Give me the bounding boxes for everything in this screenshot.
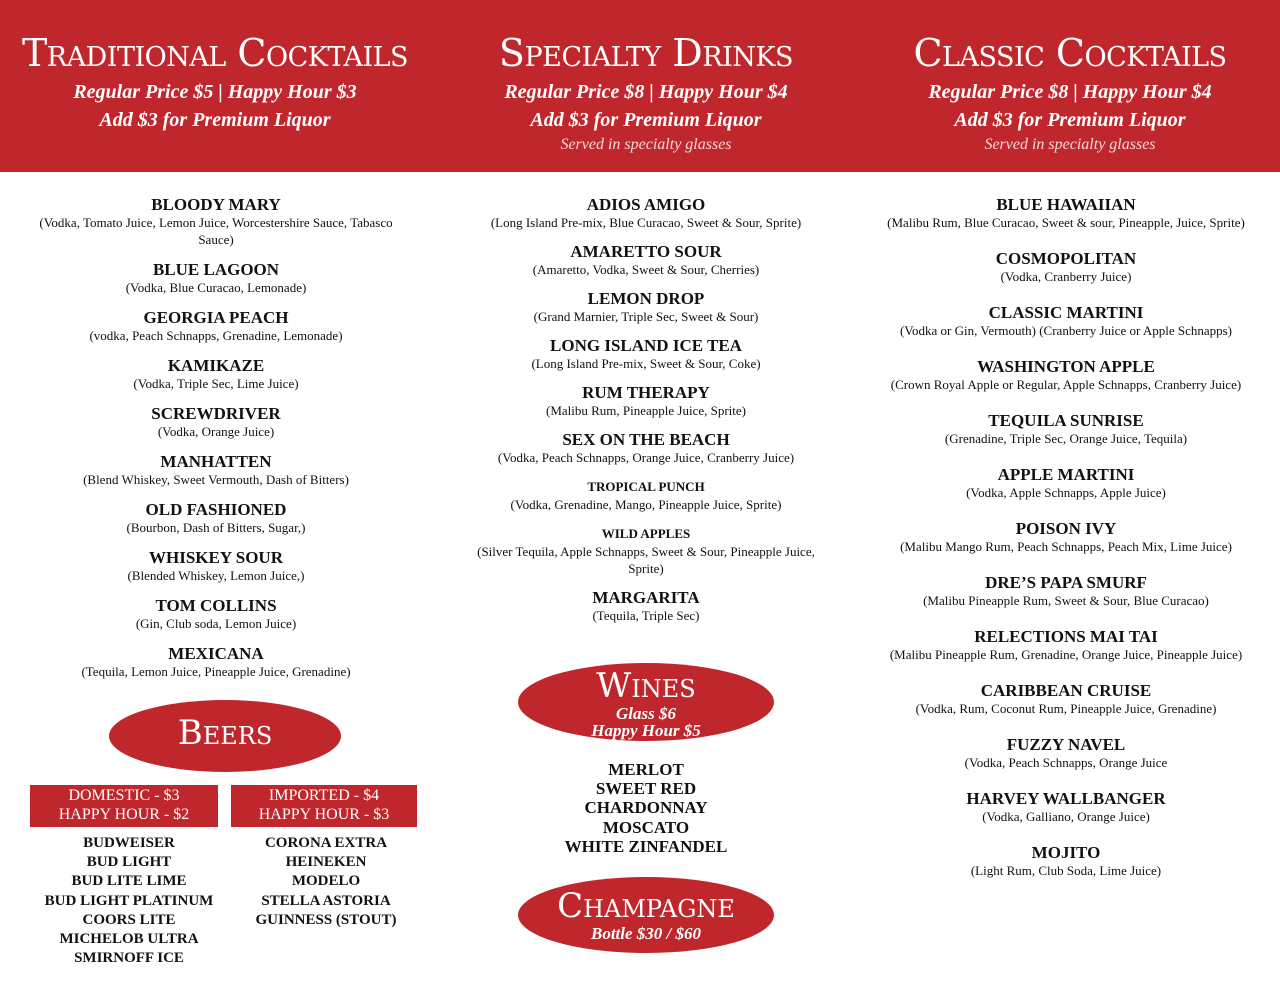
imported-happy-hour: HAPPY HOUR - $3 xyxy=(258,806,390,823)
domestic-happy-hour: HAPPY HOUR - $2 xyxy=(58,806,190,823)
drink-item xyxy=(446,337,846,372)
drink-item xyxy=(866,736,1266,771)
drink-ingredients: (Gin, Club soda, Lemon Juice) xyxy=(135,616,297,631)
list-item: SWEET RED xyxy=(595,779,697,799)
imported-beer-list xyxy=(221,834,431,930)
drink-name: CLASSIC MARTINI xyxy=(988,303,1144,322)
drink-ingredients: (Malibu Rum, Pineapple Juice, Sprite) xyxy=(545,403,747,418)
drink-name: MANHATTEN xyxy=(160,452,272,471)
drink-item xyxy=(446,243,846,278)
drink-name: MOJITO xyxy=(1031,843,1101,862)
drink-name: TEQUILA SUNRISE xyxy=(988,411,1144,430)
drink-name: BLUE HAWAIIAN xyxy=(996,195,1136,214)
drink-ingredients: (Malibu Pineapple Rum, Grenadine, Orange Juice, Pineapple Juice) xyxy=(889,647,1243,662)
drink-item xyxy=(866,412,1266,447)
drink-ingredients: (Malibu Pineapple Rum, Sweet & Sour, Blue Curacao) xyxy=(923,593,1209,608)
domestic-beer-list xyxy=(24,834,234,968)
drink-name: WHISKEY SOUR xyxy=(149,548,283,567)
list-item: GUINNESS (STOUT) xyxy=(255,911,397,928)
classic-note: Served in specialty glasses xyxy=(984,136,1156,153)
drink-item xyxy=(446,290,846,325)
traditional-list xyxy=(16,196,416,693)
drink-ingredients: (Vodka, Rum, Coconut Rum, Pineapple Juice, Grenadine) xyxy=(915,701,1217,716)
header-traditional xyxy=(5,28,425,134)
drink-ingredients: (Light Rum, Club Soda, Lime Juice) xyxy=(970,863,1162,878)
drink-name: LONG ISLAND ICE TEA xyxy=(550,336,742,355)
specialty-price: Regular Price $8 | Happy Hour $4 xyxy=(504,81,788,103)
drink-name: WILD APPLES xyxy=(601,526,691,541)
champagne-price: Bottle $30 / $60 xyxy=(590,924,702,943)
drink-item xyxy=(16,597,416,632)
wines-happy-hour: Happy Hour $5 xyxy=(591,721,701,740)
drink-name: FUZZY NAVEL xyxy=(1006,735,1126,754)
drink-item xyxy=(16,357,416,392)
drink-name: BLUE LAGOON xyxy=(152,260,280,279)
drink-ingredients: (Long Island Pre-mix, Sweet & Sour, Coke) xyxy=(531,356,761,371)
drink-ingredients: (Vodka, Galliano, Orange Juice) xyxy=(982,809,1150,824)
wines-title: Wines xyxy=(596,666,696,706)
list-item: MERLOT xyxy=(608,760,684,779)
wines-glass-price: Glass $6 xyxy=(616,704,676,723)
wines-badge xyxy=(518,663,774,741)
classic-price: Regular Price $8 | Happy Hour $4 xyxy=(928,81,1212,103)
drink-ingredients: (Malibu Mango Rum, Peach Schnapps, Peach Mix, Lime Juice) xyxy=(900,539,1232,554)
drink-name: SEX ON THE BEACH xyxy=(562,430,730,449)
drink-ingredients: (Vodka, Blue Curacao, Lemonade) xyxy=(125,280,307,295)
drink-name: APPLE MARTINI xyxy=(997,465,1135,484)
drink-name: TOM COLLINS xyxy=(155,596,277,615)
drink-ingredients: (Blended Whiskey, Lemon Juice,) xyxy=(127,568,305,583)
list-item: SMIRNOFF ICE xyxy=(74,950,184,967)
specialty-title: Specialty Drinks xyxy=(498,31,794,75)
traditional-premium: Add $3 for Premium Liquor xyxy=(99,109,331,131)
drink-ingredients: (Long Island Pre-mix, Blue Curacao, Sweet & Sour, Sprite) xyxy=(490,215,802,230)
list-item: MICHELOB ULTRA xyxy=(59,931,199,948)
list-item: STELLA ASTORIA xyxy=(261,892,391,909)
header-specialty xyxy=(436,28,856,156)
drink-item xyxy=(446,478,846,513)
drink-item xyxy=(446,525,846,577)
traditional-title: Traditional Cocktails xyxy=(21,31,409,75)
beers-badge xyxy=(109,700,341,772)
drink-name: BLOODY MARY xyxy=(151,195,281,214)
drink-name: HARVEY WALLBANGER xyxy=(966,789,1166,808)
drink-ingredients: (Malibu Rum, Blue Curacao, Sweet & sour, Pineapple, Juice, Sprite) xyxy=(887,215,1245,230)
drink-ingredients: (Grenadine, Triple Sec, Orange Juice, Tequila) xyxy=(944,431,1188,446)
drink-item xyxy=(446,196,846,231)
drink-name: RUM THERAPY xyxy=(582,383,710,402)
drink-item xyxy=(16,405,416,440)
drink-item xyxy=(16,453,416,488)
drink-name: MARGARITA xyxy=(592,588,700,607)
list-item: BUDWEISER xyxy=(83,835,175,851)
drink-item xyxy=(866,358,1266,393)
drink-ingredients: (Vodka, Apple Schnapps, Apple Juice) xyxy=(966,485,1166,500)
drink-item xyxy=(866,304,1266,339)
drink-item xyxy=(446,384,846,419)
drink-name: ADIOS AMIGO xyxy=(586,195,706,214)
list-item: CORONA EXTRA xyxy=(264,835,388,851)
drink-ingredients: (Crown Royal Apple or Regular, Apple Schnapps, Cranberry Juice) xyxy=(890,377,1242,392)
list-item: BUD LITE LIME xyxy=(71,873,187,890)
list-item: COORS LITE xyxy=(82,911,176,928)
classic-premium: Add $3 for Premium Liquor xyxy=(954,109,1186,131)
list-item: BUD LIGHT xyxy=(86,854,172,871)
drink-name: DRE’S PAPA SMURF xyxy=(985,573,1147,592)
drink-ingredients: (Silver Tequila, Apple Schnapps, Sweet & Sour, Pineapple Juice, Sprite) xyxy=(477,544,815,576)
classic-list xyxy=(866,196,1266,898)
drink-item xyxy=(446,431,846,466)
header-classic xyxy=(860,28,1280,156)
drink-name: CARIBBEAN CRUISE xyxy=(980,681,1152,700)
drink-name: MEXICANA xyxy=(168,644,264,663)
drink-item xyxy=(16,261,416,296)
drink-name: GEORGIA PEACH xyxy=(143,308,289,327)
beers-title: Beers xyxy=(177,713,273,753)
drink-name: KAMIKAZE xyxy=(167,356,265,375)
drink-item xyxy=(866,466,1266,501)
champagne-badge xyxy=(518,877,774,953)
drink-ingredients: (Vodka, Triple Sec, Lime Juice) xyxy=(133,376,299,391)
drink-ingredients: (Tequila, Lemon Juice, Pineapple Juice, Grenadine) xyxy=(81,664,351,679)
classic-title: Classic Cocktails xyxy=(913,31,1227,75)
drink-ingredients: (Bourbon, Dash of Bitters, Sugar,) xyxy=(126,520,306,535)
drink-ingredients: (Vodka, Peach Schnapps, Orange Juice, Cranberry Juice) xyxy=(497,450,795,465)
drink-name: AMARETTO SOUR xyxy=(570,242,722,261)
list-item: WHITE ZINFANDEL xyxy=(564,836,728,856)
specialty-note: Served in specialty glasses xyxy=(560,136,732,153)
domestic-price-box xyxy=(30,785,218,827)
drink-item xyxy=(866,628,1266,663)
drink-name: SCREWDRIVER xyxy=(151,404,281,423)
list-item: BUD LIGHT PLATINUM xyxy=(44,892,214,909)
drink-name: OLD FASHIONED xyxy=(145,500,287,519)
drink-name: LEMON DROP xyxy=(587,289,705,308)
drink-ingredients: (Vodka, Grenadine, Mango, Pineapple Juice, Sprite) xyxy=(510,497,782,512)
drink-item xyxy=(16,549,416,584)
drink-ingredients: (Grand Marnier, Triple Sec, Sweet & Sour) xyxy=(533,309,759,324)
list-item: CHARDONNAY xyxy=(584,798,708,818)
drink-name: WASHINGTON APPLE xyxy=(977,357,1155,376)
drink-ingredients: (Vodka, Cranberry Juice) xyxy=(1000,269,1132,284)
list-item: MOSCATO xyxy=(602,817,690,837)
wine-list xyxy=(518,760,774,856)
header-banner xyxy=(0,0,1280,172)
specialty-list xyxy=(446,196,846,636)
drink-ingredients: (Vodka, Peach Schnapps, Orange Juice xyxy=(964,755,1168,770)
traditional-price: Regular Price $5 | Happy Hour $3 xyxy=(73,81,357,103)
drink-name: TROPICAL PUNCH xyxy=(587,479,705,494)
drink-ingredients: (Amaretto, Vodka, Sweet & Sour, Cherries) xyxy=(532,262,760,277)
drink-ingredients: (vodka, Peach Schnapps, Grenadine, Lemonade) xyxy=(89,328,343,343)
list-item: HEINEKEN xyxy=(285,854,367,871)
drink-ingredients: (Vodka or Gin, Vermouth) (Cranberry Juice or Apple Schnapps) xyxy=(899,323,1233,338)
drink-item xyxy=(866,196,1266,231)
drink-item xyxy=(446,589,846,624)
drink-ingredients: (Vodka, Orange Juice) xyxy=(157,424,275,439)
drink-ingredients: (Tequila, Triple Sec) xyxy=(592,608,700,623)
list-item: MODELO xyxy=(291,873,361,890)
drink-item xyxy=(16,309,416,344)
imported-price: IMPORTED - $4 xyxy=(268,787,380,804)
imported-price-box xyxy=(231,785,417,827)
domestic-price: DOMESTIC - $3 xyxy=(68,787,180,804)
drink-item xyxy=(866,682,1266,717)
drink-ingredients: (Blend Whiskey, Sweet Vermouth, Dash of Bitters) xyxy=(83,472,349,487)
drink-ingredients: (Vodka, Tomato Juice, Lemon Juice, Worcestershire Sauce, Tabasco Sauce) xyxy=(39,215,393,247)
drink-item xyxy=(866,790,1266,825)
drink-item xyxy=(16,501,416,536)
drink-item xyxy=(866,520,1266,555)
champagne-title: Champagne xyxy=(557,886,735,926)
specialty-premium: Add $3 for Premium Liquor xyxy=(530,109,762,131)
drink-name: COSMOPOLITAN xyxy=(995,249,1137,268)
drink-item xyxy=(16,645,416,680)
drink-item xyxy=(866,844,1266,879)
drink-name: POISON IVY xyxy=(1015,519,1117,538)
drink-item xyxy=(866,574,1266,609)
drink-item xyxy=(16,196,416,248)
drink-item xyxy=(866,250,1266,285)
drink-name: RELECTIONS MAI TAI xyxy=(974,627,1158,646)
